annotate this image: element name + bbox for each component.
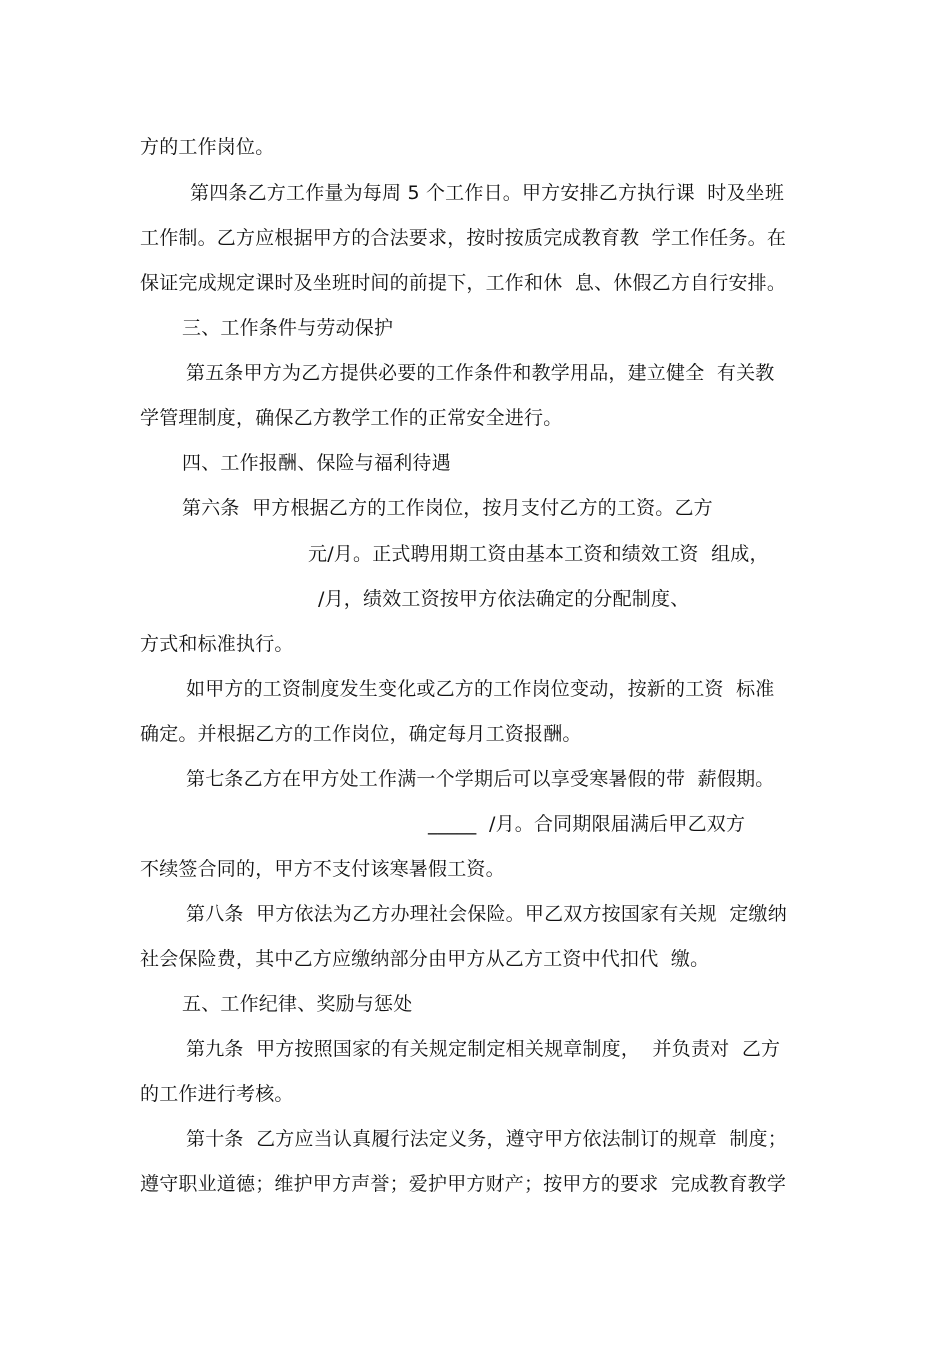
section-heading: 三、工作条件与劳动保护 (182, 317, 394, 339)
text-line: 确定。并根据乙方的工作岗位，确定每月工资报酬。 (140, 723, 582, 745)
text-line: 社会保险费，其中乙方应缴纳部分由甲方从乙方工资中代扣代 缴。 (140, 948, 710, 970)
text-line: 如甲方的工资制度发生变化或乙方的工作岗位变动，按新的工资 标准 (186, 678, 775, 700)
text-line: _____ /月。合同期限届满后甲乙双方 (428, 813, 746, 835)
text-line: 第七条乙方在甲方处工作满一个学期后可以享受寒暑假的带 薪假期。 (186, 768, 775, 790)
text-line: 保证完成规定课时及坐班时间的前提下，工作和休 息、休假乙方自行安排。 (140, 272, 787, 294)
text-line: 第四条乙方工作量为每周 5 个工作日。甲方安排乙方执行课 时及坐班 (190, 182, 785, 204)
section-heading: 五、工作纪律、奖励与惩处 (182, 993, 413, 1015)
text-line: 不续签合同的，甲方不支付该寒暑假工资。 (140, 858, 505, 880)
text-line: 方式和标准执行。 (140, 633, 294, 655)
text-line: 方的工作岗位。 (140, 136, 275, 158)
text-line: 第九条 甲方按照国家的有关规定制定相关规章制度， 并负责对 乙方 (186, 1038, 781, 1060)
text-line: 第六条 甲方根据乙方的工作岗位，按月支付乙方的工资。乙方 (182, 497, 713, 519)
text-line: 工作制。乙方应根据甲方的合法要求，按时按质完成教育教 学工作任务。在 (140, 227, 787, 249)
text-line: 第十条 乙方应当认真履行法定义务，遵守甲方依法制订的规章 制度； (186, 1128, 787, 1150)
text-line: 元/月。正式聘用期工资由基本工资和绩效工资 组成， (308, 543, 769, 565)
text-line: 第八条 甲方依法为乙方办理社会保险。甲乙双方按国家有关规 定缴纳 (186, 903, 787, 925)
section-heading: 四、工作报酬、保险与福利待遇 (182, 452, 451, 474)
text-line: 的工作进行考核。 (140, 1083, 294, 1105)
text-line: 遵守职业道德；维护甲方声誉；爱护甲方财产；按甲方的要求 完成教育教学 (140, 1173, 787, 1195)
text-line: 第五条甲方为乙方提供必要的工作条件和教学用品，建立健全 有关教 (186, 362, 775, 384)
text-line: /月，绩效工资按甲方依法确定的分配制度、 (318, 588, 690, 610)
text-line: 学管理制度，确保乙方教学工作的正常安全进行。 (140, 407, 563, 429)
